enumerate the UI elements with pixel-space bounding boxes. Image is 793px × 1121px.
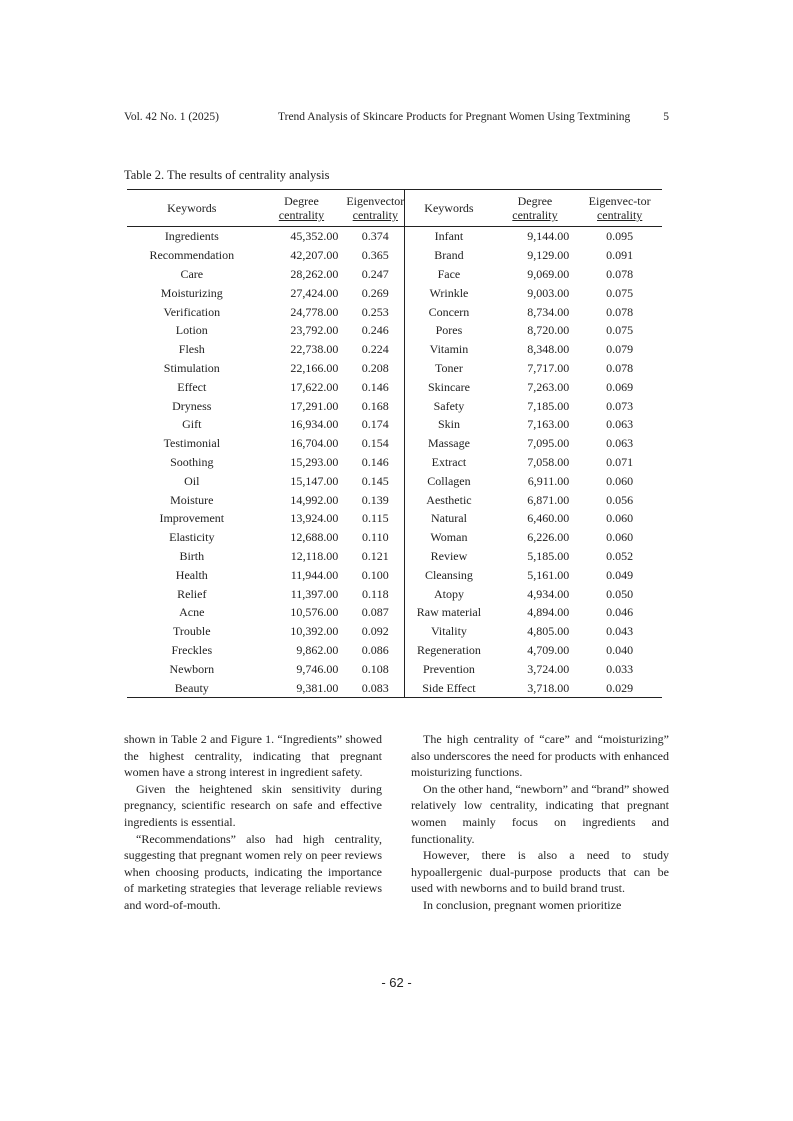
eigenvector-cell: 0.095 <box>606 229 634 244</box>
degree-cell: 8,734.00 <box>527 304 570 319</box>
degree-cell: 7,058.00 <box>527 454 570 469</box>
paragraph: In conclusion, pregnant women prioritize <box>423 897 622 912</box>
keyword-cell: Recommendation <box>149 248 235 263</box>
eigenvector-cell: 0.056 <box>606 492 634 507</box>
degree-cell: 3,718.00 <box>527 680 570 695</box>
eigenvector-cell: 0.086 <box>361 642 389 657</box>
degree-cell: 6,226.00 <box>527 530 570 545</box>
keyword-cell: Wrinkle <box>405 283 493 302</box>
eigenvector-cell: 0.083 <box>361 680 389 695</box>
keyword-cell: Toner <box>405 359 493 378</box>
keyword-cell: Review <box>405 547 493 566</box>
degree-cell: 4,894.00 <box>527 605 570 620</box>
keyword-cell: Flesh <box>178 342 205 357</box>
degree-cell: 3,724.00 <box>527 661 570 676</box>
table-row <box>127 246 662 265</box>
table-row <box>127 547 662 566</box>
keyword-cell: Care <box>180 266 204 281</box>
keyword-cell: Oil <box>184 473 200 488</box>
paragraph: On the other hand, “newborn” and “brand” showed relatively low centrality, indicating that pregnant women mainly focus on ingredients and functionality. <box>411 781 669 846</box>
keyword-cell: Regeneration <box>405 641 493 660</box>
keyword-cell: Stimulation <box>163 360 220 375</box>
keyword-cell: Extract <box>405 453 493 472</box>
eigenvector-cell: 0.168 <box>361 398 389 413</box>
body-column-left <box>124 731 382 914</box>
degree-cell: 9,069.00 <box>527 266 570 281</box>
table-row <box>127 509 662 528</box>
keyword-cell: Face <box>405 265 493 284</box>
keyword-cell: Cleansing <box>405 565 493 584</box>
eigenvector-cell: 0.050 <box>606 586 634 601</box>
eigenvector-cell: 0.069 <box>606 379 634 394</box>
table-row <box>127 678 662 697</box>
table-row <box>127 603 662 622</box>
degree-header: Degree centrality <box>278 194 325 222</box>
paragraph: Given the heightened skin sensitivity during pregnancy, scientific research on safe and effective ingredients is essential. <box>124 781 382 829</box>
eigenvector-cell: 0.079 <box>606 342 634 357</box>
degree-header: Degree centrality <box>512 194 558 222</box>
keyword-cell: Elasticity <box>169 530 215 545</box>
table-row <box>127 622 662 641</box>
table-row <box>127 396 662 415</box>
running-title: Trend Analysis of Skincare Products for Pregnant Women Using Textmining <box>278 111 631 123</box>
table-row <box>127 453 662 472</box>
degree-cell: 6,460.00 <box>527 511 570 526</box>
keyword-cell: Atopy <box>405 584 493 603</box>
eigenvector-cell: 0.060 <box>606 473 634 488</box>
degree-cell: 5,161.00 <box>527 567 570 582</box>
degree-cell: 6,911.00 <box>527 473 570 488</box>
keyword-cell: Gift <box>182 417 202 432</box>
keyword-cell: Birth <box>179 548 205 563</box>
table-row <box>127 415 662 434</box>
keyword-cell: Raw material <box>405 603 493 622</box>
keyword-cell: Soothing <box>170 454 214 469</box>
eigenvector-cell: 0.063 <box>606 436 634 451</box>
keyword-cell: Health <box>175 567 208 582</box>
eigenvector-cell: 0.092 <box>361 624 389 639</box>
eigenvector-cell: 0.145 <box>361 473 389 488</box>
table-row <box>127 584 662 603</box>
keyword-cell: Skin <box>405 415 493 434</box>
keyword-cell: Natural <box>405 509 493 528</box>
degree-cell: 5,185.00 <box>527 548 570 563</box>
degree-cell: 28,262.00 <box>290 266 339 281</box>
eigenvector-cell: 0.078 <box>606 266 634 281</box>
table-row <box>127 528 662 547</box>
degree-cell: 9,144.00 <box>527 229 570 244</box>
table-row <box>127 359 662 378</box>
eigenvector-cell: 0.091 <box>606 248 634 263</box>
keyword-cell: Dryness <box>172 398 212 413</box>
keyword-cell: Freckles <box>171 642 213 657</box>
degree-cell: 22,166.00 <box>290 360 339 375</box>
degree-cell: 11,397.00 <box>290 586 339 601</box>
eigenvector-header: Eigenvec-tor centrality <box>588 194 651 222</box>
degree-cell: 14,992.00 <box>290 492 339 507</box>
degree-cell: 22,738.00 <box>290 342 339 357</box>
degree-cell: 16,934.00 <box>290 417 339 432</box>
keyword-cell: Infant <box>405 227 493 246</box>
table-row <box>127 283 662 302</box>
table-row <box>127 471 662 490</box>
eigenvector-cell: 0.029 <box>606 680 634 695</box>
keyword-cell: Beauty <box>174 680 209 695</box>
eigenvector-cell: 0.108 <box>361 661 389 676</box>
table-row <box>127 377 662 396</box>
degree-cell: 7,263.00 <box>527 379 570 394</box>
running-head <box>124 111 669 127</box>
keyword-cell: Moisturizing <box>160 285 223 300</box>
eigenvector-header: Eigenvector centrality <box>346 194 405 222</box>
degree-cell: 4,709.00 <box>527 642 570 657</box>
degree-cell: 9,381.00 <box>296 680 339 695</box>
keyword-cell: Pores <box>405 321 493 340</box>
degree-cell: 7,185.00 <box>527 398 570 413</box>
eigenvector-cell: 0.075 <box>606 323 634 338</box>
keyword-cell: Side Effect <box>405 678 493 697</box>
keyword-cell: Effect <box>177 379 207 394</box>
eigenvector-cell: 0.121 <box>361 548 389 563</box>
eigenvector-cell: 0.033 <box>606 661 634 676</box>
degree-cell: 9,003.00 <box>527 285 570 300</box>
body-column-right <box>411 731 669 914</box>
table-row <box>127 490 662 509</box>
keyword-cell: Improvement <box>159 511 225 526</box>
eigenvector-cell: 0.146 <box>361 379 389 394</box>
keyword-cell: Brand <box>405 246 493 265</box>
table-row <box>127 641 662 660</box>
eigenvector-cell: 0.060 <box>606 530 634 545</box>
eigenvector-cell: 0.365 <box>361 248 389 263</box>
eigenvector-cell: 0.071 <box>606 454 634 469</box>
keyword-cell: Prevention <box>405 659 493 678</box>
degree-cell: 9,129.00 <box>527 248 570 263</box>
eigenvector-cell: 0.174 <box>361 417 389 432</box>
degree-cell: 7,095.00 <box>527 436 570 451</box>
eigenvector-cell: 0.046 <box>606 605 634 620</box>
eigenvector-cell: 0.246 <box>361 323 389 338</box>
eigenvector-cell: 0.269 <box>361 285 389 300</box>
degree-cell: 12,118.00 <box>290 548 339 563</box>
eigenvector-cell: 0.060 <box>606 511 634 526</box>
eigenvector-cell: 0.100 <box>361 567 389 582</box>
paragraph: “Recommendations” also had high centrality, suggesting that pregnant women rely on peer reviews when choosing products, indicating the importance of marketing strategies that leverage reliable reviews and word-of-mouth. <box>124 831 382 912</box>
degree-cell: 15,147.00 <box>290 473 339 488</box>
page-number: - 62 - <box>381 975 412 990</box>
degree-cell: 8,348.00 <box>527 342 570 357</box>
keyword-cell: Newborn <box>169 661 215 676</box>
table-header-row <box>127 190 662 227</box>
keyword-cell: Massage <box>405 434 493 453</box>
table-row <box>127 265 662 284</box>
table-body <box>127 227 662 698</box>
table-row <box>127 434 662 453</box>
degree-cell: 16,704.00 <box>290 436 339 451</box>
degree-cell: 45,352.00 <box>290 229 339 244</box>
degree-cell: 10,576.00 <box>290 605 339 620</box>
table-row <box>127 340 662 359</box>
eigenvector-cell: 0.063 <box>606 417 634 432</box>
degree-cell: 10,392.00 <box>290 624 339 639</box>
eigenvector-cell: 0.078 <box>606 360 634 375</box>
keyword-cell: Collagen <box>405 471 493 490</box>
table-caption: Table 2. The results of centrality analysis <box>124 168 330 182</box>
degree-cell: 4,805.00 <box>527 624 570 639</box>
keyword-cell: Skincare <box>405 377 493 396</box>
eigenvector-cell: 0.049 <box>606 567 634 582</box>
degree-cell: 6,871.00 <box>527 492 570 507</box>
degree-cell: 24,778.00 <box>290 304 339 319</box>
degree-cell: 17,622.00 <box>290 379 339 394</box>
paragraph: However, there is also a need to study hypoallergenic dual-purpose products that can be used with newborns and to build brand trust. <box>411 848 669 896</box>
degree-cell: 9,862.00 <box>296 642 339 657</box>
eigenvector-cell: 0.139 <box>361 492 389 507</box>
eigenvector-cell: 0.247 <box>361 266 389 281</box>
eigenvector-cell: 0.075 <box>606 285 634 300</box>
degree-cell: 4,934.00 <box>527 586 570 601</box>
keyword-cell: Verification <box>163 304 221 319</box>
keyword-cell: Vitamin <box>405 340 493 359</box>
table-row <box>127 565 662 584</box>
degree-cell: 27,424.00 <box>290 285 339 300</box>
degree-cell: 12,688.00 <box>290 530 339 545</box>
table-row <box>127 659 662 678</box>
table-row <box>127 302 662 321</box>
keyword-cell: Moisture <box>170 492 214 507</box>
eigenvector-cell: 0.043 <box>606 624 634 639</box>
keyword-cell: Lotion <box>175 323 208 338</box>
keyword-cell: Testimonial <box>163 436 221 451</box>
paragraph: The high centrality of “care” and “moisturizing” also underscores the need for products with enhanced moisturizing functions. <box>411 732 669 780</box>
eigenvector-cell: 0.115 <box>362 511 389 526</box>
journal-volume: Vol. 42 No. 1 (2025) <box>124 111 219 123</box>
paragraph: shown in Table 2 and Figure 1. “Ingredients” showed the highest centrality, indicating that pregnant women have a strong interest in ingredient safety. <box>124 732 382 780</box>
keyword-cell: Woman <box>405 528 493 547</box>
eigenvector-cell: 0.253 <box>361 304 389 319</box>
eigenvector-cell: 0.118 <box>362 586 389 601</box>
degree-cell: 7,163.00 <box>527 417 570 432</box>
keyword-cell: Concern <box>405 302 493 321</box>
journal-page: 5 <box>663 111 669 123</box>
keywords-header: Keywords <box>405 190 493 227</box>
keyword-cell: Relief <box>177 586 207 601</box>
keyword-cell: Vitality <box>405 622 493 641</box>
eigenvector-cell: 0.208 <box>361 360 389 375</box>
eigenvector-cell: 0.040 <box>606 642 634 657</box>
eigenvector-cell: 0.078 <box>606 304 634 319</box>
eigenvector-cell: 0.154 <box>361 436 389 451</box>
eigenvector-cell: 0.087 <box>361 605 389 620</box>
eigenvector-cell: 0.110 <box>362 530 389 545</box>
centrality-table <box>127 189 662 698</box>
keyword-cell: Trouble <box>173 624 211 639</box>
degree-cell: 15,293.00 <box>290 454 339 469</box>
keywords-header: Keywords <box>167 201 217 215</box>
degree-cell: 8,720.00 <box>527 323 570 338</box>
degree-cell: 13,924.00 <box>290 511 339 526</box>
degree-cell: 17,291.00 <box>290 398 339 413</box>
table-row <box>127 321 662 340</box>
keyword-cell: Ingredients <box>164 229 219 244</box>
degree-cell: 7,717.00 <box>527 360 570 375</box>
keyword-cell: Acne <box>179 605 205 620</box>
eigenvector-cell: 0.146 <box>361 454 389 469</box>
eigenvector-cell: 0.224 <box>361 342 389 357</box>
degree-cell: 42,207.00 <box>290 248 339 263</box>
degree-cell: 9,746.00 <box>296 661 339 676</box>
eigenvector-cell: 0.073 <box>606 398 634 413</box>
degree-cell: 23,792.00 <box>290 323 339 338</box>
degree-cell: 11,944.00 <box>290 567 339 582</box>
keyword-cell: Safety <box>405 396 493 415</box>
eigenvector-cell: 0.052 <box>606 548 634 563</box>
keyword-cell: Aesthetic <box>405 490 493 509</box>
table-row <box>127 227 662 246</box>
eigenvector-cell: 0.374 <box>361 229 389 244</box>
